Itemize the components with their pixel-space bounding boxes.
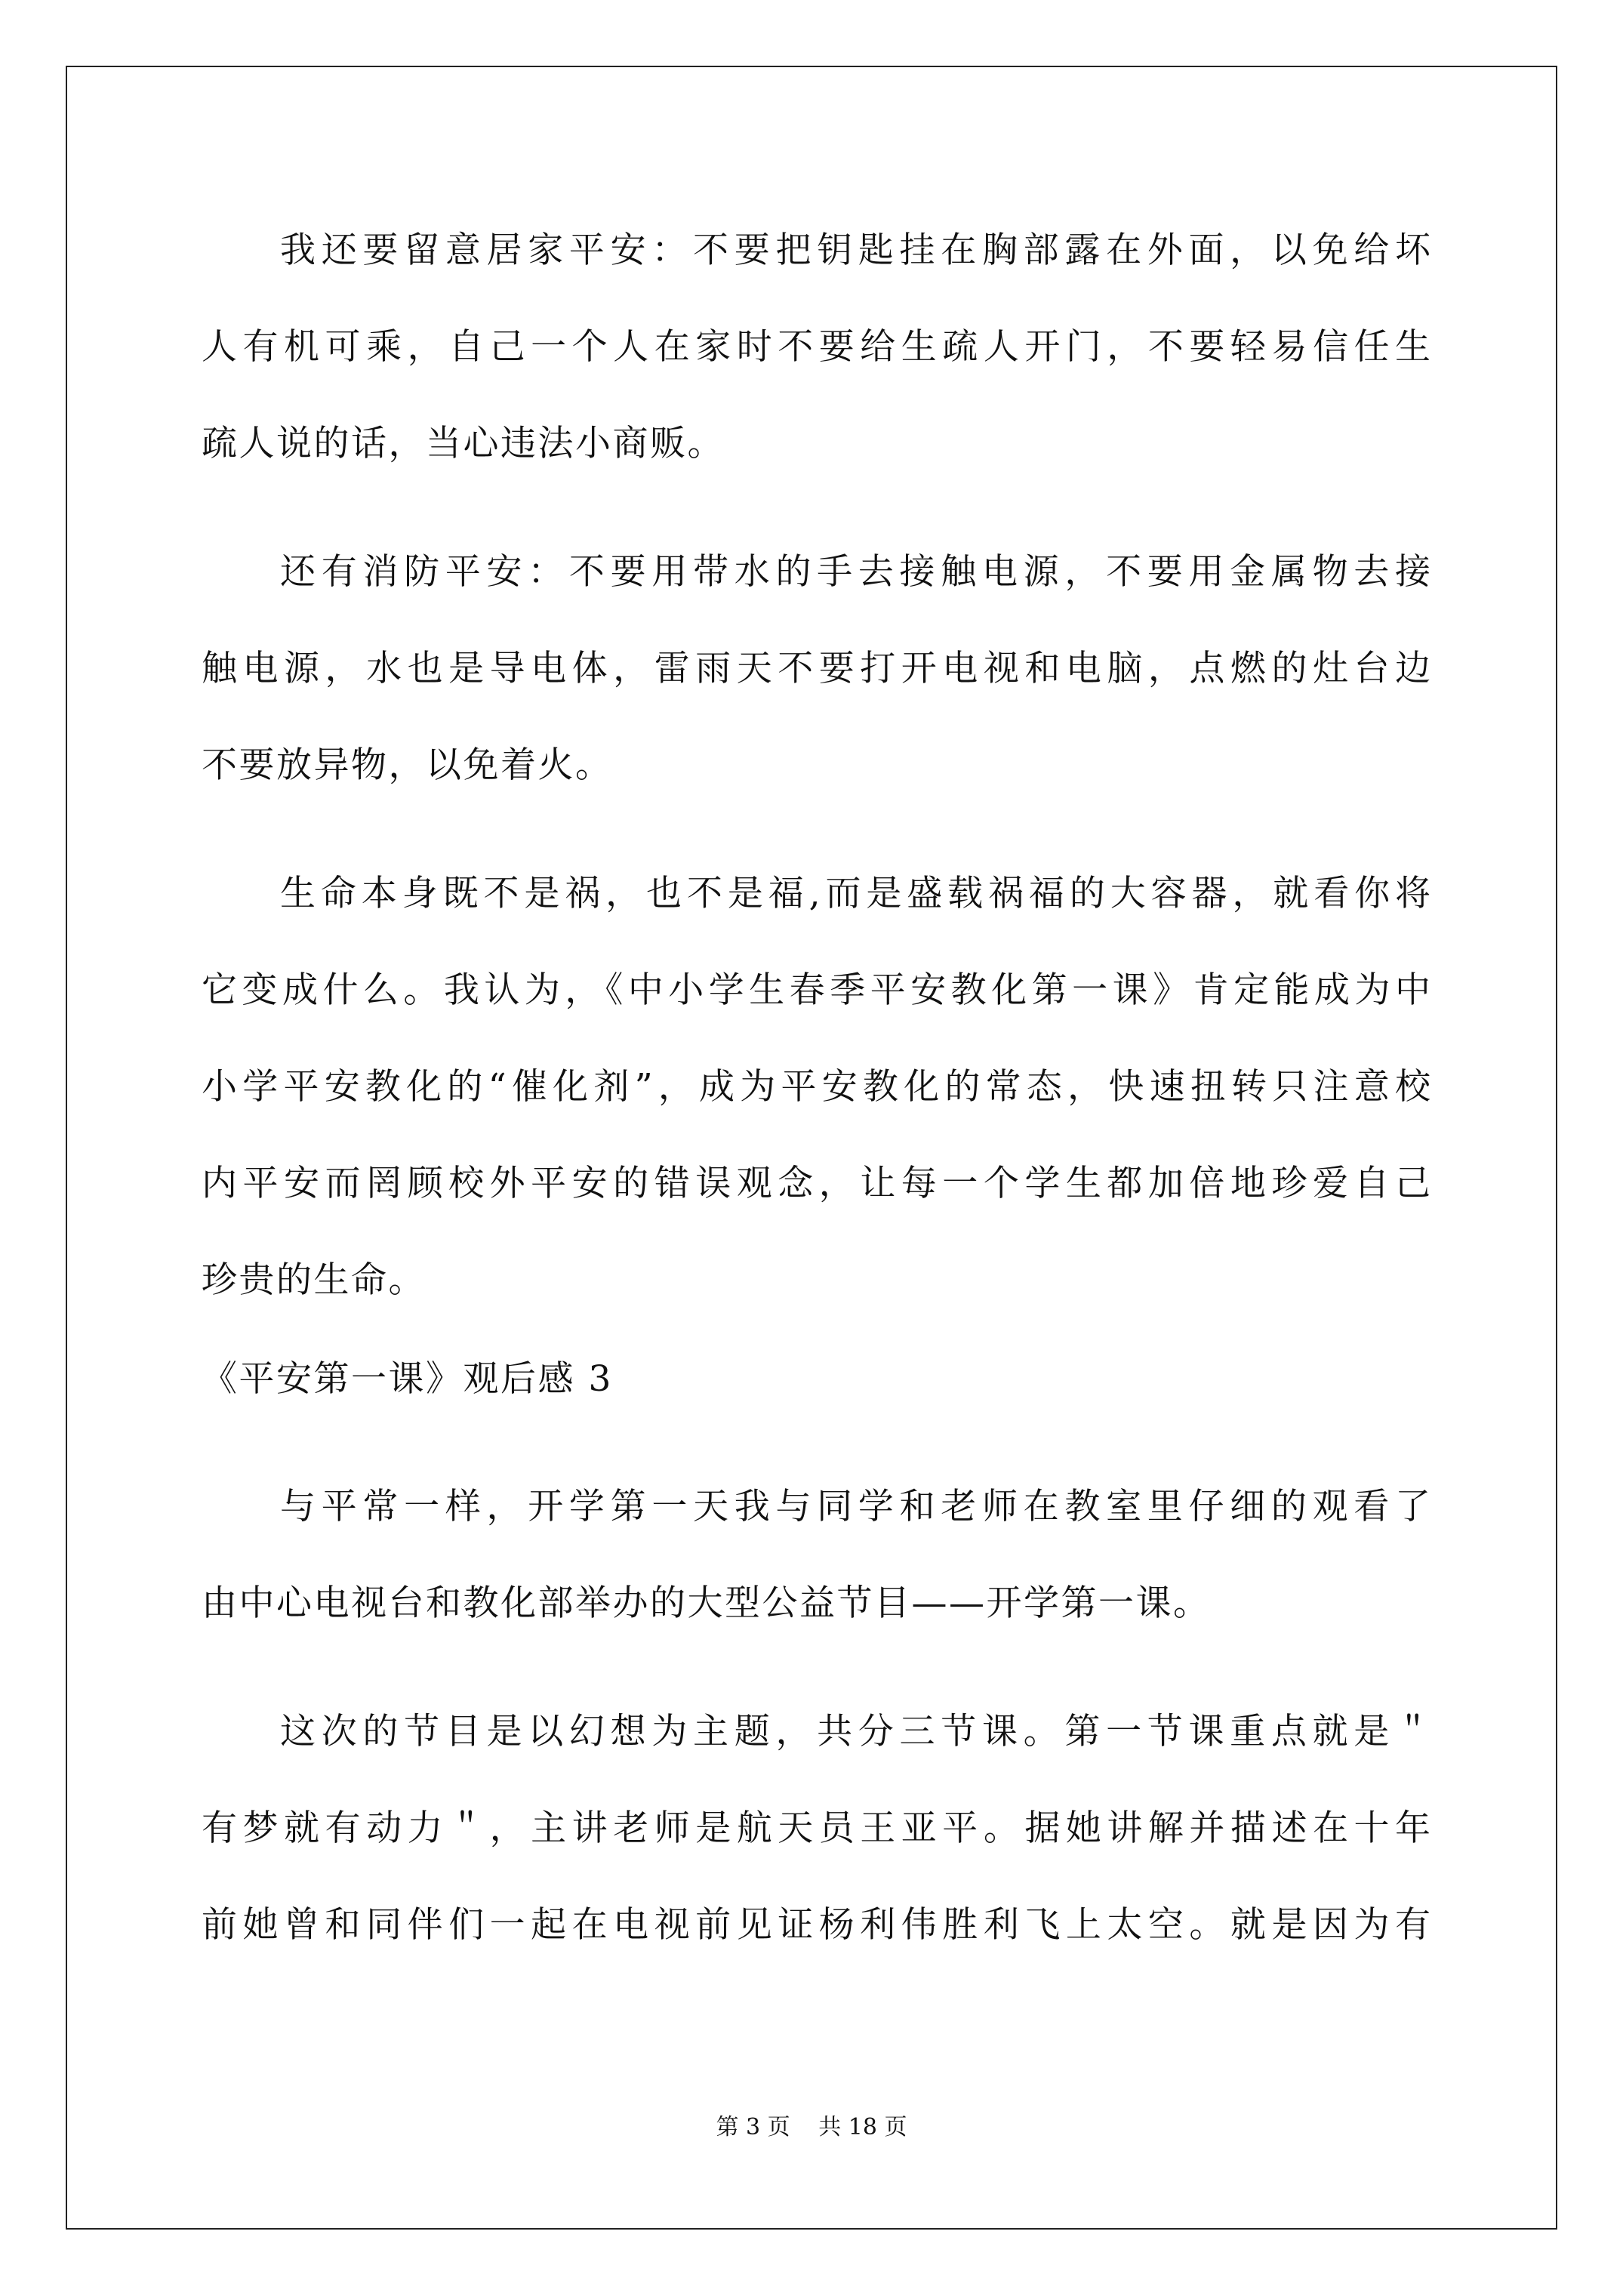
paragraph-line: 内平安而罔顾校外平安的错误观念，让每一个学生都加倍地珍爱自己 bbox=[202, 1163, 1431, 1204]
section-heading: 《平安第一课》观后感 3 bbox=[202, 1358, 613, 1400]
paragraph-line: 珍贵的生命。 bbox=[202, 1259, 426, 1301]
paragraph-line: 有梦就有动力＂，主讲老师是航天员王亚平。据她讲解并描述在十年 bbox=[202, 1808, 1431, 1849]
page-total: 共 18 页 bbox=[818, 2114, 907, 2140]
paragraph-line: 由中心电视台和教化部举办的大型公益节目——开学第一课。 bbox=[202, 1583, 1211, 1624]
paragraph-line: 不要放异物，以免着火。 bbox=[202, 744, 613, 786]
paragraph-line: 疏人说的话，当心违法小商贩。 bbox=[202, 423, 725, 464]
paragraph-line: 与平常一样，开学第一天我与同学和老师在教室里仔细的观看了 bbox=[280, 1486, 1431, 1527]
paragraph-line: 我还要留意居家平安：不要把钥匙挂在胸部露在外面，以免给坏 bbox=[280, 230, 1431, 271]
page-footer bbox=[0, 2113, 1623, 2143]
paragraph-line: 还有消防平安：不要用带水的手去接触电源，不要用金属物去接 bbox=[280, 551, 1431, 593]
paragraph-line: 人有机可乘，自己一个人在家时不要给生疏人开门，不要轻易信任生 bbox=[202, 326, 1431, 368]
paragraph-line: 这次的节目是以幻想为主题，共分三节课。第一节课重点就是＂ bbox=[280, 1711, 1431, 1752]
paragraph-line: 小学平安教化的“催化剂”，成为平安教化的常态，快速扭转只注意校 bbox=[202, 1066, 1431, 1108]
paragraph-line: 生命本身既不是祸，也不是福,而是盛载祸福的大容器，就看你将 bbox=[280, 873, 1431, 914]
paragraph-line: 前她曾和同伴们一起在电视前见证杨利伟胜利飞上太空。就是因为有 bbox=[202, 1904, 1431, 1946]
paragraph-line: 触电源，水也是导电体，雷雨天不要打开电视和电脑，点燃的灶台边 bbox=[202, 648, 1431, 689]
page-number: 第 3 页 bbox=[716, 2114, 790, 2140]
paragraph-line: 它变成什么。我认为，《中小学生春季平安教化第一课》肯定能成为中 bbox=[202, 969, 1431, 1011]
